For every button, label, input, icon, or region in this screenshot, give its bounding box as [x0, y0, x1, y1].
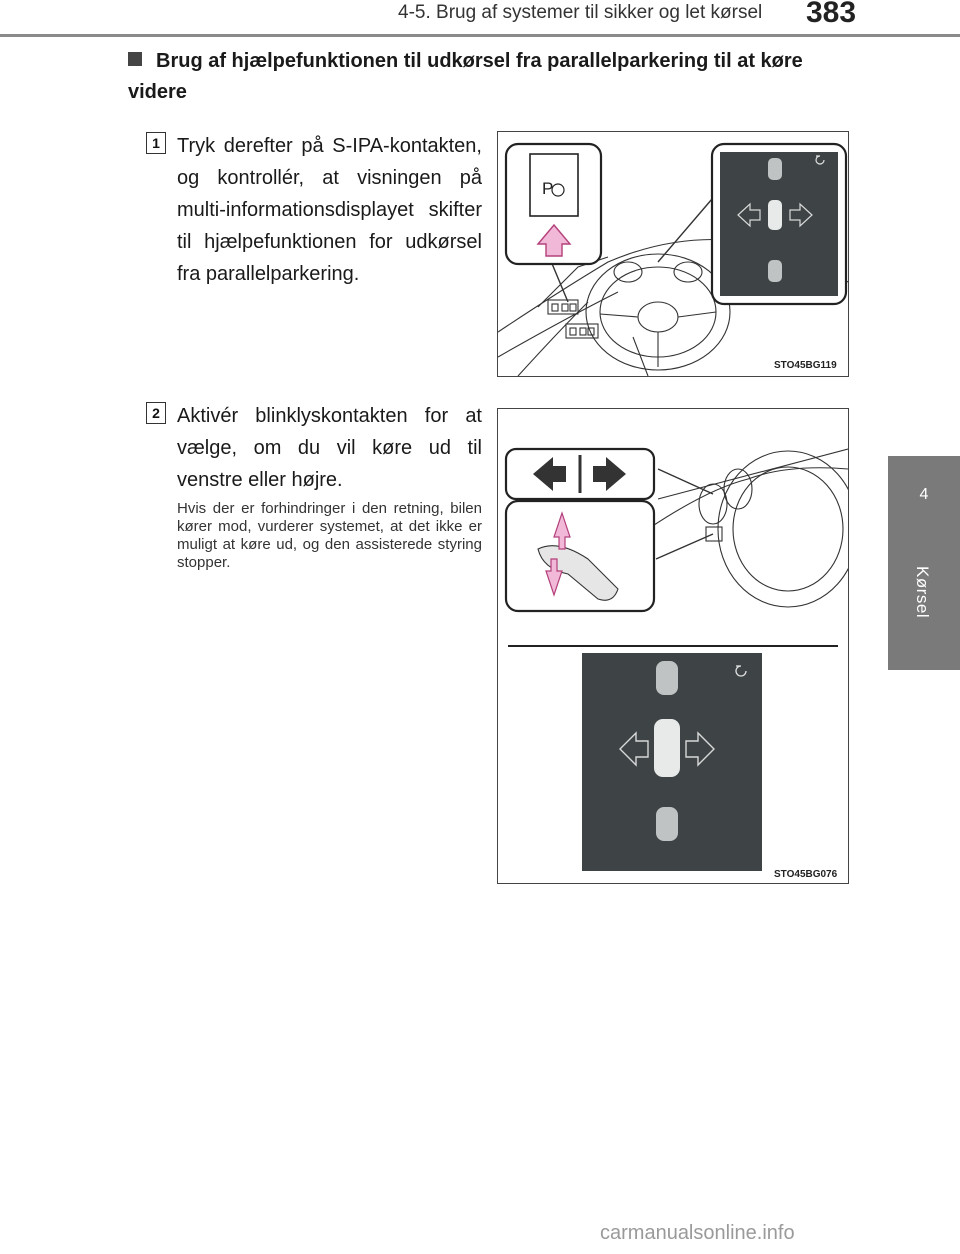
- step-number-badge: 1: [146, 132, 166, 154]
- section-heading: [128, 46, 858, 108]
- switch-letter: P: [542, 179, 554, 198]
- figure-code: STO45BG076: [774, 869, 838, 880]
- section-heading-text: Brug af hjælpefunktionen til udkørsel fra parallelparkering til at køre videre: [128, 50, 803, 103]
- step-text: Tryk derefter på S-IPA-kontakten, og kontrollér, at visningen på multi-informationsdisplayet skifter til hjælpefunktionen for udkørsel fra parallelparkering.: [177, 135, 482, 285]
- turn-signal-illustration: [498, 409, 848, 883]
- chapter-label: Kørsel: [913, 566, 932, 619]
- step-number-badge: 2: [146, 402, 166, 424]
- chapter-tab[interactable]: [888, 456, 960, 670]
- header-rule: [0, 34, 960, 37]
- figure-code: STO45BG119: [774, 360, 837, 371]
- figure-dashboard-switch: [497, 131, 849, 377]
- figure-turn-signal: [497, 408, 849, 884]
- running-header-title: 4-5. Brug af systemer til sikker og let kørsel: [398, 2, 763, 23]
- dashboard-illustration: [498, 132, 848, 376]
- step-note: Hvis der er forhindringer i den retning, bilen kører mod, vurderer systemet, at det ikke er muligt at køre ud, og den assisterede styring stopper.: [177, 500, 482, 571]
- square-bullet-icon: [128, 52, 142, 66]
- chapter-number: 4: [919, 486, 929, 503]
- page-number: 383: [806, 0, 857, 29]
- step-text: Aktivér blinklyskontakten for at vælge, om du vil køre ud til venstre eller højre.: [177, 405, 482, 491]
- watermark: carmanualsonline.info: [600, 1222, 795, 1244]
